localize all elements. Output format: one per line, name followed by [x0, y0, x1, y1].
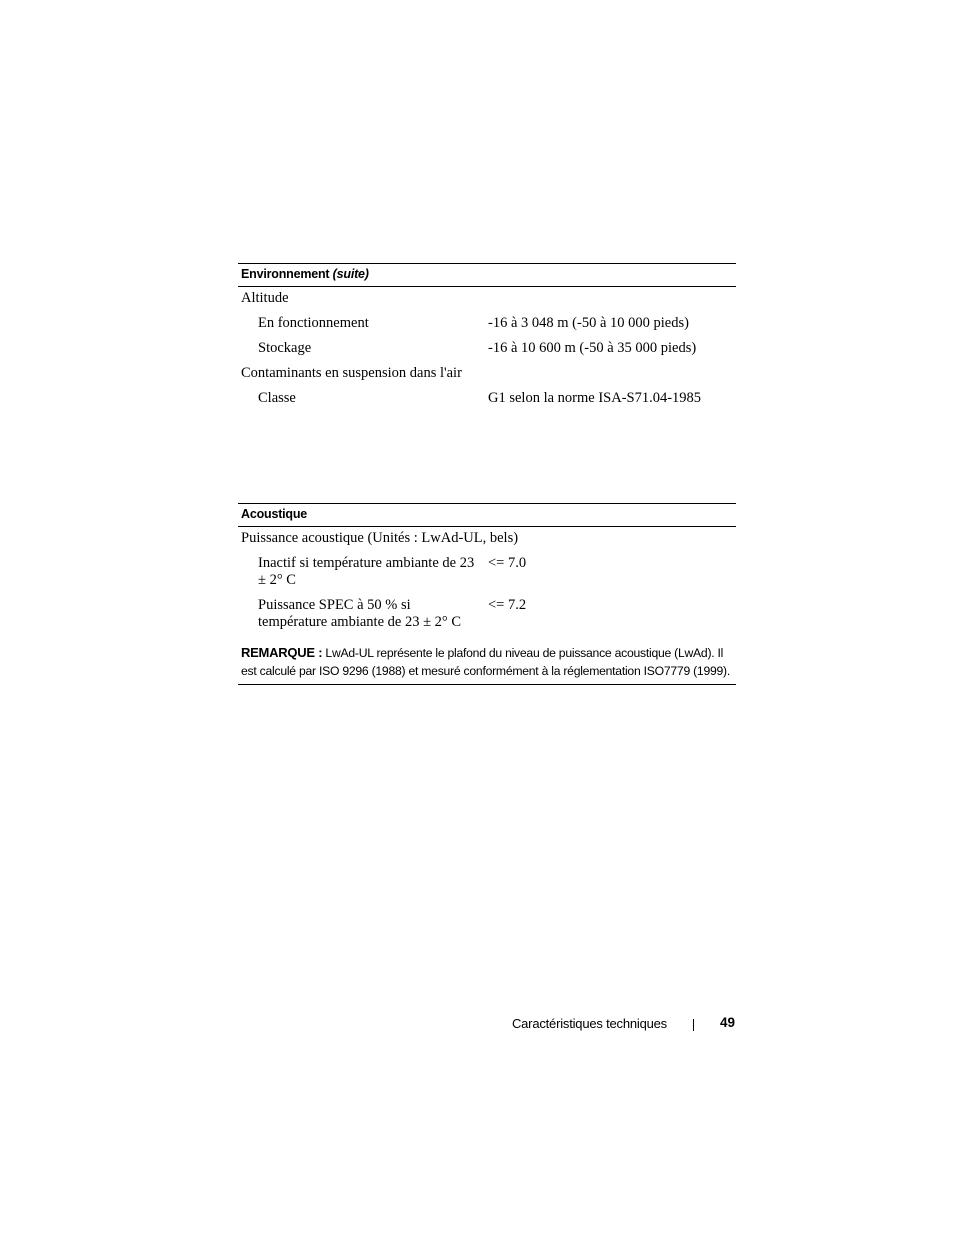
note-label: REMARQUE : [241, 645, 323, 660]
altitude-label: Altitude [241, 290, 289, 306]
acoustic-table-header [238, 503, 736, 527]
acoustic-header-title: Acoustique [241, 507, 308, 521]
operating-altitude-row [238, 312, 736, 337]
storage-altitude-value: -16 à 10 600 m (-50 à 35 000 pieds) [488, 340, 697, 356]
page-footer [0, 1015, 954, 1035]
footer-section-title: Caractéristiques techniques [511, 1016, 667, 1031]
altitude-row [238, 287, 736, 312]
contaminants-row [238, 362, 736, 387]
operating-altitude-value: -16 à 3 048 m (-50 à 10 000 pieds) [488, 315, 689, 331]
operating-altitude-label: En fonctionnement [258, 315, 369, 331]
acoustic-power-label: Puissance acoustique (Unités : LwAd-UL, bels) [241, 530, 519, 546]
note-text: LwAd-UL représente le plafond du niveau de puissance acoustique (LwAd). Il est calculé par ISO 9296 (1988) et mesuré conformément à la réglementation ISO7779 (1999). [241, 646, 730, 678]
environment-table [238, 263, 736, 412]
acoustic-power-row [238, 527, 736, 552]
contaminants-class-row [238, 387, 736, 412]
acoustic-note [238, 636, 736, 685]
idle-acoustic-value: <= 7.0 [488, 555, 527, 571]
spec-acoustic-value: <= 7.2 [488, 597, 527, 613]
contaminants-class-label: Classe [258, 390, 296, 406]
spec-acoustic-row [238, 594, 736, 636]
contaminants-label: Contaminants en suspension dans l'air [241, 365, 462, 381]
storage-altitude-label: Stockage [258, 340, 312, 356]
acoustic-table [238, 503, 736, 685]
environment-header-suffix: (suite) [332, 267, 369, 281]
footer-separator [693, 1019, 694, 1031]
idle-acoustic-label: Inactif si température ambiante de 23 ± 2° C [258, 555, 475, 588]
environment-table-header [238, 263, 736, 287]
storage-altitude-row [238, 337, 736, 362]
contaminants-class-value: G1 selon la norme ISA-S71.04-1985 [488, 390, 702, 406]
spec-acoustic-label: Puissance SPEC à 50 % si température ambiante de 23 ± 2° C [258, 597, 461, 630]
environment-header-title: Environnement [241, 267, 330, 281]
page-number: 49 [720, 1015, 736, 1030]
idle-acoustic-row [238, 552, 736, 594]
